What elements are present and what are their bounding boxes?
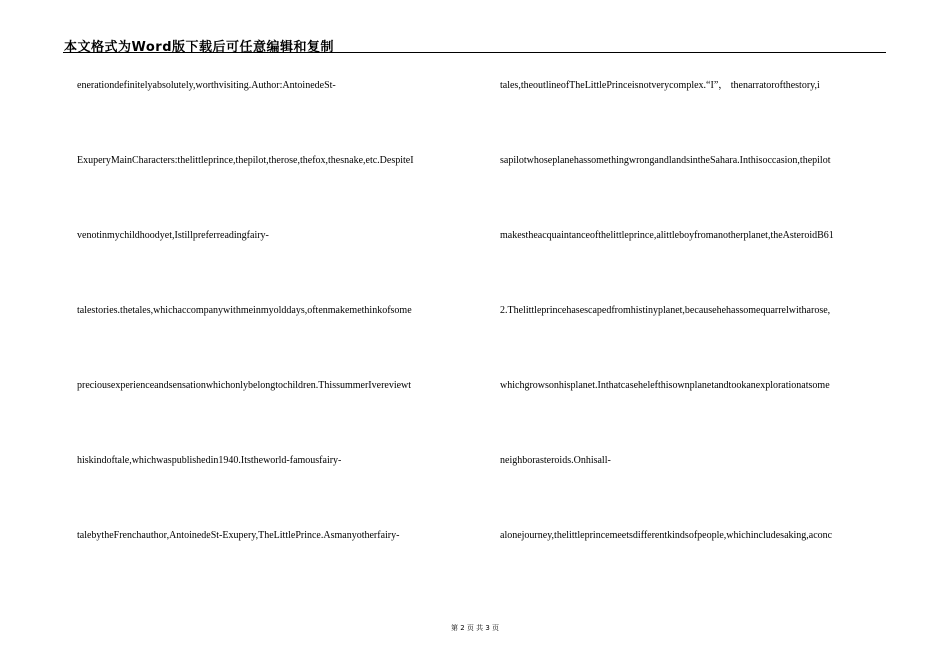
text-line: talebytheFrenchauthor,AntoinedeSt-Exupery,TheLittlePrince.Asmanyotherfairy- [77,530,400,541]
text-line: sapilotwhoseplanehassomethingwrongandlandsintheSahara.Inthisoccasion,thepilot [500,155,831,166]
text-line: tales,theoutlineofTheLittlePrinceisnotverycomplex.“I”， thenarratorofthestory,i [500,80,820,91]
text-line: hiskindoftale,whichwaspublishedin1940.Itstheworld-famousfairy- [77,455,342,466]
left-text-column [77,80,467,605]
page-number-footer: 第 2 页 共 3 页 [450,624,500,632]
text-line: whichgrowsonhisplanet.Inthatcasehelefthisownplanetandtookanexplorationatsome [500,380,830,391]
text-line: venotinmychildhoodyet,Istillpreferreadingfairy- [77,230,269,241]
text-line: 2.Thelittleprincehasescapedfromhistinyplanet,becausehehassomequarrelwitharose, [500,305,831,316]
text-line: preciousexperienceandsensationwhichonlybelongtochildren.ThissummerIvereviewt [77,380,412,391]
header-divider [63,52,886,53]
text-line: enerationdefinitelyabsolutely,worthvisiting.Author:AntoinedeSt- [77,80,336,91]
text-line: talestories.thetales,whichaccompanywithmeinmyolddays,oftenmakemethinkofsome [77,305,412,316]
text-line: ExuperyMainCharacters:thelittleprince,thepilot,therose,thefox,thesnake,etc.DespiteI [77,155,414,166]
right-text-column [500,80,890,605]
text-line: alonejourney,thelittleprincemeetsdifferentkindsofpeople,whichincludesaking,aconc [500,530,833,541]
text-line: makestheacquaintanceofthelittleprince,alittleboyfromanotherplanet,theAsteroidB61 [500,230,834,241]
text-line: neighborasteroids.Onhisall- [500,455,611,466]
document-header-title: 本文格式为Word版下载后可任意编辑和复制 [64,40,335,55]
